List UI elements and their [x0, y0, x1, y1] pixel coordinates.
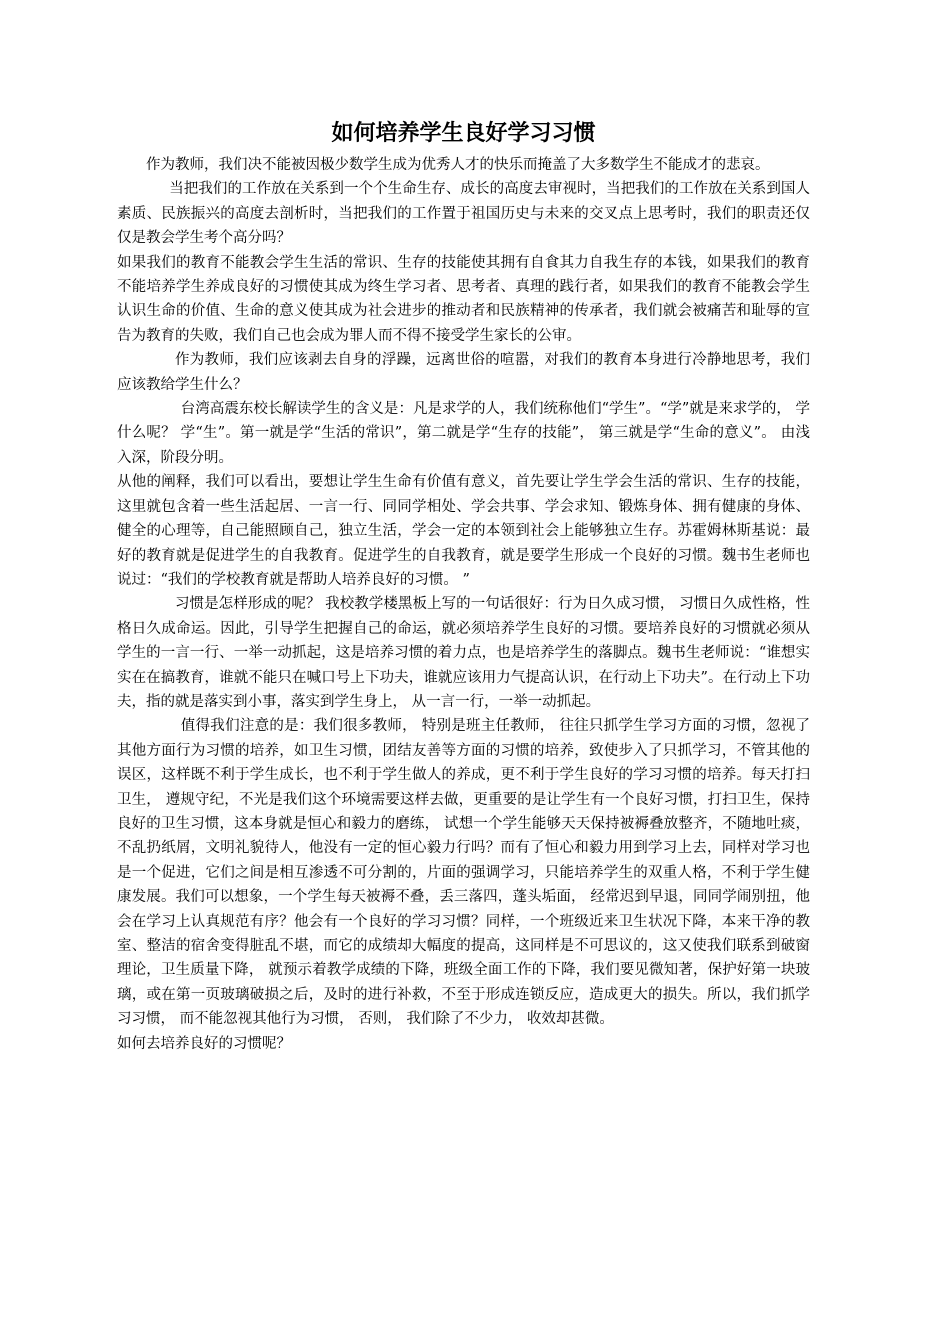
paragraph-3: 如果我们的教育不能教会学生生活的常识、生存的技能使其拥有自食其力自我生存的本钱，如果我们的教育不能培养学生养成良好的习惯使其成为终生学习者、思考者、真理的践行者，如果我们的教育不能教会学生认识生命的价值、生命的意义使其成为社会进步的推动者和民族精神的传承者，我们就会被痛苦和耻辱的宣告为教育的失败，我们自己也会成为罪人而不得不接受学生家长的公审。 [117, 254, 810, 344]
document-page [117, 0, 810, 1344]
paragraph-4: 作为教师，我们应该剥去自身的浮躁，远离世俗的喧嚣，对我们的教育本身进行冷静地思考，我们应该教给学生什么？ [117, 352, 810, 393]
paragraph-8: 值得我们注意的是：我们很多教师， 特别是班主任教师， 往往只抓学生学习方面的习惯，忽视了其他方面行为习惯的培养，如卫生习惯，团结友善等方面的习惯的培养，致使步入了只抓学习，不管其他的误区，这样既不利于学生成长，也不利于学生做人的养成，更不利于学生良好的学习习惯的培养。每天打扫卫生， 遵规守纪，不光是我们这个环境需要这样去做，更重要的是让学生有一个良好习惯，打扫卫生，保持良好的卫生习惯，这本身就是恒心和毅力的磨练， 试想一个学生能够天天保持被褥叠放整齐，不随地吐痰，不乱扔纸屑，文明礼貌待人，他没有一定的恒心毅力行吗？而有了恒心和毅力用到学习上去，同样对学习也是一个促进，它们之间是相互渗透不可分割的，片面的强调学习，只能培养学生的双重人格，不利于学生健康发展。我们可以想象，一个学生每天被褥不叠，丢三落四，蓬头垢面， 经常迟到早退，同同学闹别扭，他会在学习上认真规范有序？他会有一个良好的学习习惯？同样，一个班级近来卫生状况下降，本来干净的教室、整洁的宿舍变得脏乱不堪，而它的成绩却大幅度的提高，这同样是不可思议的，这又使我们联系到破窗理论，卫生质量下降， 就预示着教学成绩的下降，班级全面工作的下降，我们要见微知著，保护好第一块玻璃，或在第一页玻璃破损之后，及时的进行补救，不至于形成连锁反应，造成更大的损失。所以，我们抓学习习惯， 而不能忽视其他行为习惯， 否则， 我们除了不少力， 收效却甚微。 [117, 718, 810, 1028]
paragraph-9: 如何去培养良好的习惯呢？ [117, 1035, 291, 1052]
paragraph-2: 当把我们的工作放在关系到一个个生命生存、成长的高度去审视时，当把我们的工作放在关系到国人素质、民族振兴的高度去剖析时，当把我们的工作置于祖国历史与未来的交叉点上思考时，我们的职责还仅仅是教会学生考个高分吗？ [117, 181, 810, 247]
document-title: 如何培养学生良好学习习惯 [331, 121, 596, 146]
paragraph-6: 从他的阐释，我们可以看出，要想让学生生命有价值有意义，首先要让学生学会生活的常识、生存的技能，这里就包含着一些生活起居、一言一行、同同学相处、学会共事、学会求知、锻炼身体、拥有健康的身体、健全的心理等，自己能照顾自己，独立生活，学会一定的本领到社会上能够独立生存。苏霍姆林斯基说：最好的教育就是促进学生的自我教育。促进学生的自我教育，就是要学生形成一个良好的习惯。魏书生老师也说过：“我们的学校教育就是帮助人培养良好的习惯。 ” [117, 474, 810, 588]
paragraph-5: 台湾高震东校长解读学生的含义是：凡是求学的人，我们统称他们“学生”。“学”就是来求学的， 学什么呢？ 学“生”。第一就是学“生活的常识”，第二就是学“生存的技能”， 第三就是学“生命的意义”。 由浅入深，阶段分明。 [117, 401, 810, 466]
paragraph-7: 习惯是怎样形成的呢？ 我校教学楼黑板上写的一句话很好：行为日久成习惯， 习惯日久成性格，性格日久成命运。因此，引导学生把握自己的命运，就必须培养学生良好的习惯。要培养良好的习惯就必须从学生的一言一行、一举一动抓起，这是培养习惯的着力点，也是培养学生的落脚点。魏书生老师说：“谁想实实在在搞教育，谁就不能只在喊口号上下功夫，谁就应该用力气提高认识，在行动上下功夫”。在行动上下功夫，指的就是落实到小事，落实到学生身上， 从一言一行，一举一动抓起。 [117, 596, 810, 710]
paragraph-1: 作为教师，我们决不能被因极少数学生成为优秀人才的快乐而掩盖了大多数学生不能成才的悲哀。 [146, 157, 770, 173]
document-body [117, 153, 810, 1056]
